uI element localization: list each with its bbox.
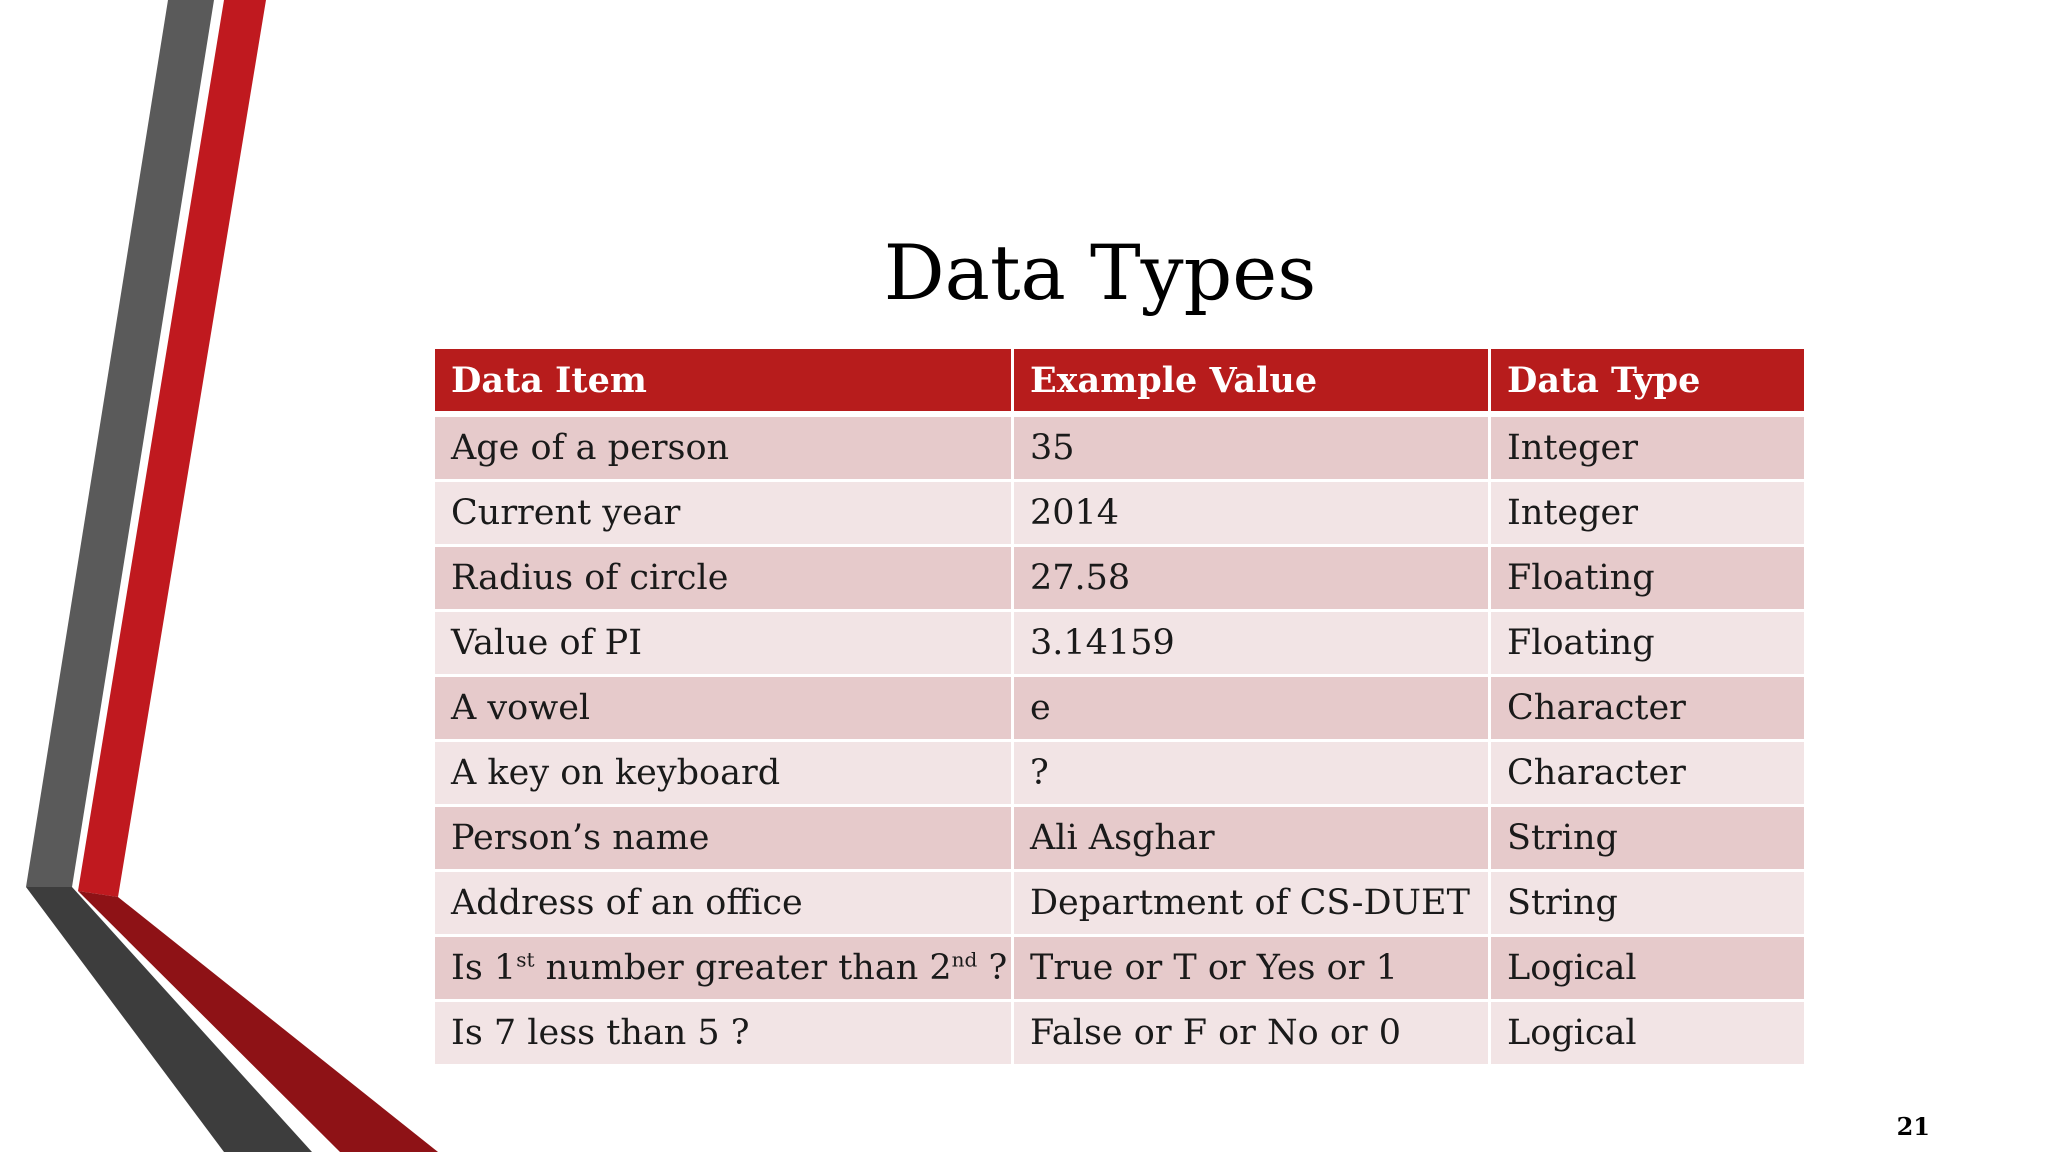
data-type-cell: Floating [1490, 546, 1806, 611]
data-type-cell: String [1490, 806, 1806, 871]
example-value-cell: 2014 [1013, 481, 1490, 546]
data-type-cell: Character [1490, 676, 1806, 741]
data-item-cell: Address of an office [434, 871, 1013, 936]
data-type-cell: Character [1490, 741, 1806, 806]
example-value-cell: False or F or No or 0 [1013, 1001, 1490, 1066]
ordinal-suffix: st [516, 947, 535, 972]
data-types-table [432, 346, 1807, 1067]
example-value-cell: e [1013, 676, 1490, 741]
data-item-cell: Radius of circle [434, 546, 1013, 611]
data-item-cell: Is 7 less than 5 ? [434, 1001, 1013, 1066]
example-value-cell: ? [1013, 741, 1490, 806]
table-row [434, 676, 1806, 741]
example-value-cell: 35 [1013, 414, 1490, 481]
table-row [434, 414, 1806, 481]
table-row [434, 806, 1806, 871]
data-item-cell: Value of PI [434, 611, 1013, 676]
data-item-cell: Person’s name [434, 806, 1013, 871]
ordinal-suffix: nd [951, 947, 978, 972]
column-header-data-item: Data Item [434, 348, 1013, 415]
data-type-cell: Logical [1490, 936, 1806, 1001]
example-value-cell: Department of CS-DUET [1013, 871, 1490, 936]
data-item-cell: A key on keyboard [434, 741, 1013, 806]
data-item-cell: A vowel [434, 676, 1013, 741]
data-type-cell: Integer [1490, 414, 1806, 481]
example-value-cell: 27.58 [1013, 546, 1490, 611]
table-row [434, 936, 1806, 1001]
example-value-cell: True or T or Yes or 1 [1013, 936, 1490, 1001]
data-item-cell: Age of a person [434, 414, 1013, 481]
column-header-data-type: Data Type [1490, 348, 1806, 415]
data-type-cell: String [1490, 871, 1806, 936]
table-row [434, 546, 1806, 611]
table-row [434, 481, 1806, 546]
page-number: 21 [1896, 1112, 1930, 1141]
table-header-row [434, 348, 1806, 415]
data-item-cell [434, 936, 1013, 1001]
table-row [434, 611, 1806, 676]
data-type-cell: Floating [1490, 611, 1806, 676]
item-text-part: ? [977, 948, 1008, 988]
example-value-cell: 3.14159 [1013, 611, 1490, 676]
example-value-cell: Ali Asghar [1013, 806, 1490, 871]
table-row [434, 741, 1806, 806]
table-row [434, 871, 1806, 936]
table-row [434, 1001, 1806, 1066]
data-item-cell: Current year [434, 481, 1013, 546]
column-header-example-value: Example Value [1013, 348, 1490, 415]
data-type-cell: Logical [1490, 1001, 1806, 1066]
item-text-part: Is 1 [451, 948, 517, 988]
slide-title: Data Types [883, 228, 1317, 317]
item-text-part: number greater than 2 [534, 948, 952, 988]
data-type-cell: Integer [1490, 481, 1806, 546]
